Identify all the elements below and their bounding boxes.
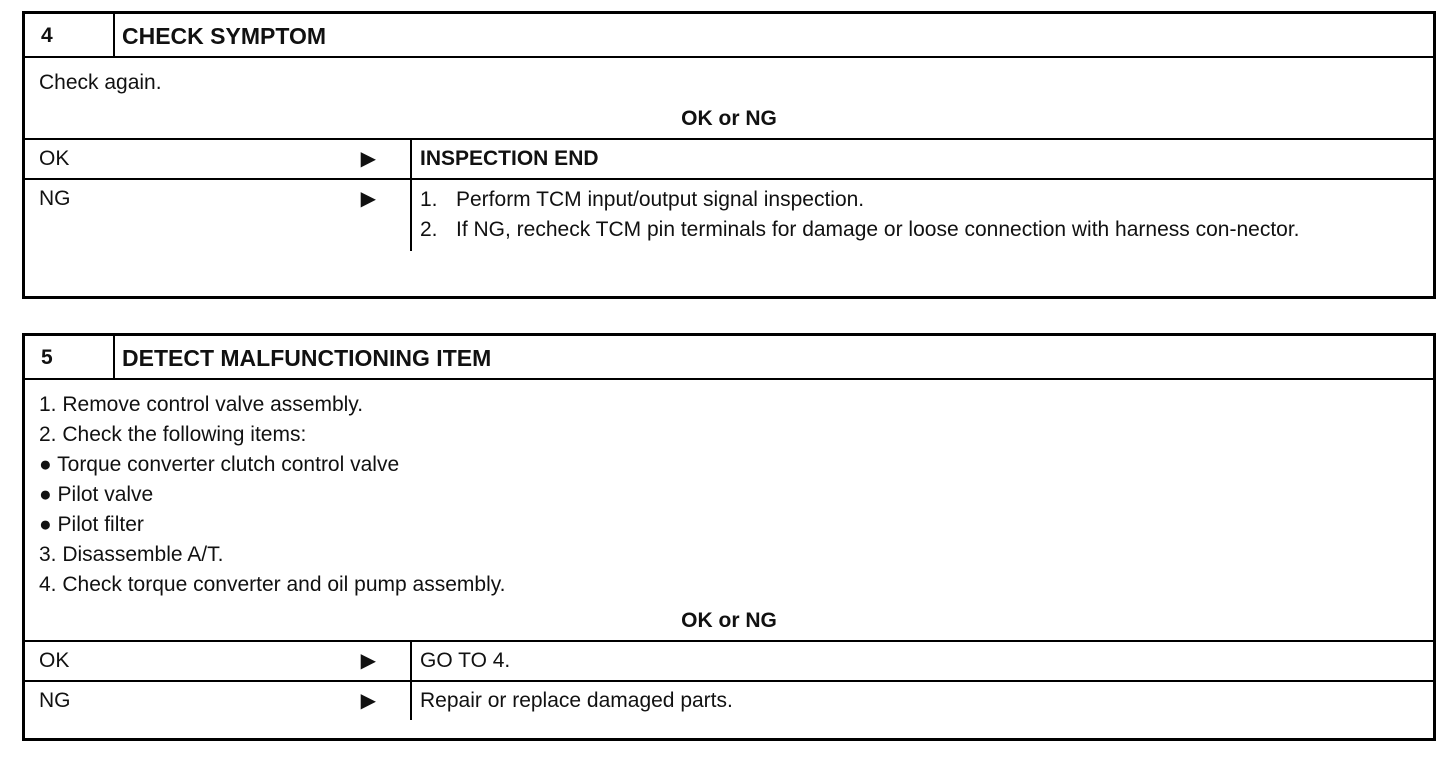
step-5-line: 4. Check torque converter and oil pump assembly. — [39, 573, 506, 596]
step-5-line: ● Pilot valve — [39, 483, 154, 506]
step-5-line: ● Torque converter clutch control valve — [39, 453, 400, 476]
step-4-ok-label: OK — [39, 147, 70, 170]
list-item — [420, 185, 1433, 215]
list-item-text: If NG, recheck TCM pin terminals for damage or loose connection with harness con-nector. — [456, 218, 1300, 241]
step-5-table — [22, 333, 1436, 741]
list-item — [420, 215, 1433, 245]
step-4-ng-cell — [25, 180, 412, 251]
step-5-ok-result: GO TO 4. — [420, 649, 511, 672]
step-4-ng-label: NG — [39, 187, 71, 210]
arrow-right-icon: ▶ — [360, 690, 376, 712]
step-5-body — [25, 380, 1433, 636]
step-5-line: 2. Check the following items: — [39, 423, 307, 446]
step-5-ok-cell — [25, 642, 412, 680]
arrow-right-icon: ▶ — [360, 188, 376, 210]
step-5-ng-cell — [25, 682, 412, 720]
step-4-ng-row — [25, 178, 1433, 251]
list-item-number: 2. — [420, 218, 438, 241]
step-4-header — [25, 14, 1433, 58]
step-5-ok-or-ng: OK or NG — [681, 609, 777, 632]
step-4-ng-list — [420, 180, 1433, 251]
step-4-ok-or-ng: OK or NG — [681, 107, 777, 130]
list-item-number: 1. — [420, 188, 438, 211]
step-4-title: CHECK SYMPTOM — [122, 23, 327, 49]
step-5-ok-label: OK — [39, 649, 70, 672]
step-5-line: 1. Remove control valve assembly. — [39, 393, 364, 416]
step-5-ng-row — [25, 680, 1433, 720]
list-item-text: Perform TCM input/output signal inspection. — [456, 188, 865, 211]
step-5-ng-result: Repair or replace damaged parts. — [420, 689, 733, 712]
step-4-ok-row — [25, 138, 1433, 178]
step-4-body — [25, 58, 1433, 134]
arrow-right-icon: ▶ — [360, 148, 376, 170]
step-4-instruction: Check again. — [39, 71, 162, 94]
arrow-right-icon: ▶ — [360, 650, 376, 672]
step-5-number: 5 — [25, 336, 115, 378]
step-5-ng-label: NG — [39, 689, 71, 712]
step-5-title: DETECT MALFUNCTIONING ITEM — [122, 345, 492, 371]
step-5-ok-row — [25, 640, 1433, 680]
step-5-line: ● Pilot filter — [39, 513, 144, 536]
step-4-ng-result — [412, 180, 1433, 251]
step-4-ok-result: INSPECTION END — [420, 147, 599, 170]
step-5-header — [25, 336, 1433, 380]
step-4-ok-cell — [25, 140, 412, 178]
step-4-table — [22, 11, 1436, 299]
step-4-number: 4 — [25, 14, 115, 56]
step-5-line: 3. Disassemble A/T. — [39, 543, 224, 566]
